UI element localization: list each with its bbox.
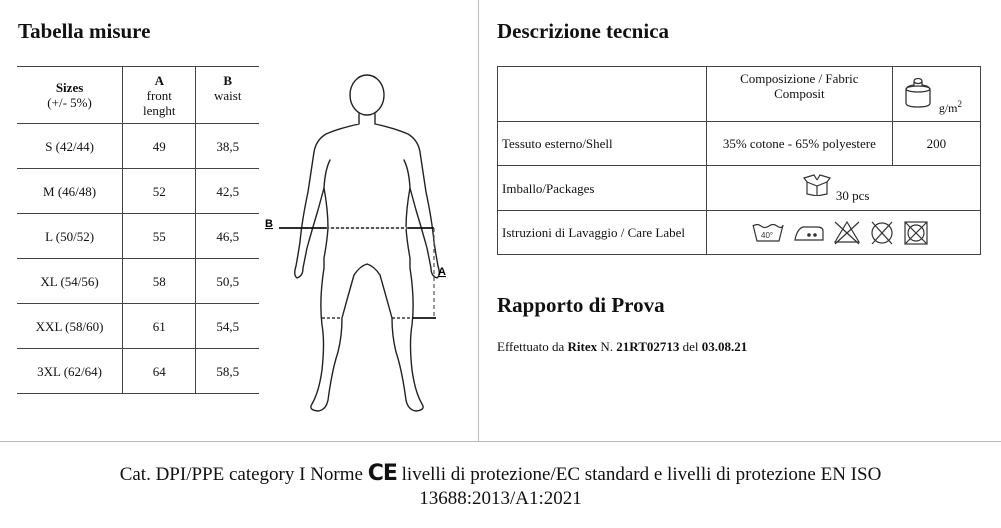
table-row <box>17 349 259 394</box>
ce-mark: CE <box>367 461 397 486</box>
care-label: Istruzioni di Lavaggio / Care Label <box>498 211 707 255</box>
packages-cell <box>706 166 980 211</box>
care-row <box>498 211 981 255</box>
sizes-label: Sizes <box>55 80 84 95</box>
weight-header-cell <box>892 67 980 122</box>
waist-cell: 58,5 <box>196 349 259 394</box>
footer-divider <box>0 441 1001 442</box>
footer-line-2: 13688:2013/A1:2021 <box>419 488 582 509</box>
shell-composition: 35% cotone - 65% polyestere <box>706 122 892 166</box>
size-cell: L (50/52) <box>17 214 123 259</box>
report-lab: Ritex <box>567 339 598 354</box>
size-cell: S (42/44) <box>17 124 123 169</box>
report-prefix: Effettuato da <box>497 339 565 354</box>
col-b-header-cell <box>196 67 259 124</box>
composition-header-1: Composizione / Fabric <box>740 71 859 86</box>
report-line <box>497 339 747 355</box>
care-symbols <box>751 219 951 247</box>
tech-empty-cell <box>498 67 707 122</box>
composition-header-cell <box>706 67 892 122</box>
column-divider <box>478 0 479 442</box>
footer-text-1: Cat. DPI/PPE category I Norme <box>119 464 363 485</box>
tech-table <box>497 66 981 255</box>
table-row <box>17 124 259 169</box>
table-row <box>17 169 259 214</box>
box-icon <box>803 174 831 196</box>
report-number: 21RT02713 <box>616 339 680 354</box>
front-length-cell: 55 <box>123 214 196 259</box>
wash-40-icon <box>753 225 783 242</box>
size-cell: M (46/48) <box>17 169 123 214</box>
footer-text-2: livelli di protezione/EC standard e livelli di protezione EN ISO <box>401 464 882 485</box>
svg-text:40°: 40° <box>760 231 773 240</box>
report-title: Rapporto di Prova <box>497 293 665 317</box>
packages-label: Imballo/Packages <box>498 166 707 211</box>
body-measurement-figure <box>262 70 472 420</box>
care-icons-cell <box>706 211 980 255</box>
sizes-note: (+/- 5%) <box>47 95 92 110</box>
size-table <box>17 66 259 394</box>
no-bleach-icon <box>835 222 859 244</box>
col-a-header-cell <box>123 67 196 124</box>
col-b-label: waist <box>214 87 242 103</box>
packages-row <box>498 166 981 211</box>
shell-row <box>498 122 981 166</box>
report-del: del <box>682 339 699 354</box>
label-b: B <box>265 218 273 230</box>
packages-value: 30 pcs <box>835 188 870 203</box>
size-table-title: Tabella misure <box>18 19 151 43</box>
no-dry-clean-icon <box>905 222 927 244</box>
weight-icon <box>903 73 933 109</box>
table-row <box>17 214 259 259</box>
figure-head <box>350 75 384 115</box>
label-a: A <box>438 266 446 278</box>
footer <box>0 462 1001 511</box>
front-length-cell: 64 <box>123 349 196 394</box>
no-tumble-dry-icon <box>872 222 892 244</box>
shell-label: Tessuto esterno/Shell <box>498 122 707 166</box>
table-row <box>17 259 259 304</box>
tech-title: Descrizione tecnica <box>497 19 670 43</box>
shell-weight: 200 <box>892 122 980 166</box>
report-n-label: N. <box>600 339 614 354</box>
sizes-header-cell <box>17 67 123 124</box>
waist-cell: 50,5 <box>196 259 259 304</box>
waist-cell: 46,5 <box>196 214 259 259</box>
front-length-cell: 49 <box>123 124 196 169</box>
front-length-cell: 52 <box>123 169 196 214</box>
footer-line-1 <box>0 462 1001 487</box>
waist-cell: 38,5 <box>196 124 259 169</box>
size-table-header <box>17 67 259 124</box>
table-row <box>17 304 259 349</box>
figure-body <box>295 114 440 411</box>
col-a-letter: A <box>154 72 164 88</box>
size-cell: XXL (58/60) <box>17 304 123 349</box>
size-cell: 3XL (62/64) <box>17 349 123 394</box>
composition-header-2: Composit <box>774 86 825 101</box>
figure-arm-crease-right <box>404 160 410 188</box>
figure-arm-crease-left <box>324 160 330 188</box>
col-a-label-1: front <box>146 87 172 103</box>
tech-header-row <box>498 67 981 122</box>
size-cell: XL (54/56) <box>17 259 123 304</box>
iron-icon <box>795 227 823 240</box>
col-b-letter: B <box>223 72 233 88</box>
waist-cell: 42,5 <box>196 169 259 214</box>
col-a-label-2: lenght <box>143 102 176 118</box>
report-date: 03.08.21 <box>701 339 748 354</box>
weight-unit: $g/m^2$ <box>938 99 962 115</box>
front-length-cell: 58 <box>123 259 196 304</box>
waist-cell: 54,5 <box>196 304 259 349</box>
front-length-cell: 61 <box>123 304 196 349</box>
